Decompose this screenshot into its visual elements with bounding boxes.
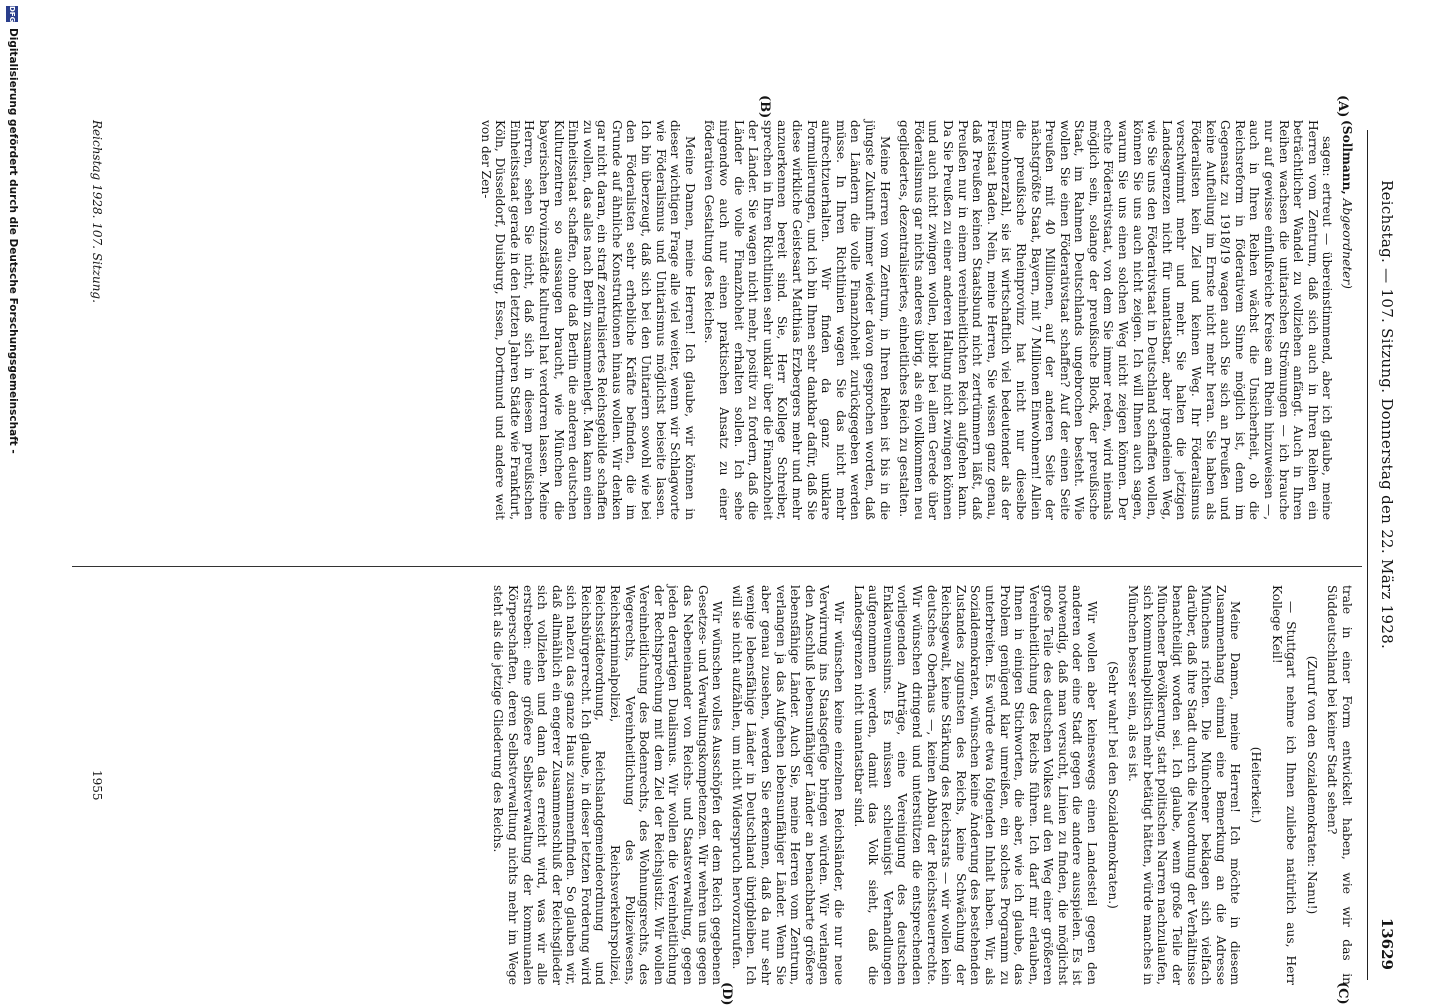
interjection: (Zuruf von den Sozialdemokraten: Nanu!) — [1304, 655, 1319, 915]
interjection: (Sehr wahr! bei den Sozialdemokraten.) — [1105, 661, 1120, 909]
page-number: 13629 — [1378, 917, 1396, 970]
paragraph: Meine Damen, meine Herren! Ich glaube, wir können in dieser wichtigen Frage alle viel weiter, wenn wir Schlagworte wie Föderalismus und Unitarismus möglichst beiseite lassen. Ich bin überzeugt, daß sich bei den Unitariern sowohl wie bei den Föderalisten sehr erhebliche Kräfte befinden, die im Grunde auf ähnliche Konstruktionen hinaus wollen. Wir denken gar nicht daran, ein straff zentralisiertes Reichsgebilde schaffen zu wollen, das alles nach Berlin zusammenlegt. Man kann einen Einheitsstaat schaffen, ohne daß Berlin die anderen deutschen Kulturzentren so aussaugen braucht, wie München die bayerischen Provinzstädte kulturell hat verdorren lassen. Meine Herren, sehen Sie nicht, daß sich in diesem preußischen Einheitsstaat gerade in den letzten Jahren Städte wie Frankfurt, Köln, Düsseldorf, Duisburg, Essen, Dortmund und andere weit von der Zen- — [478, 120, 697, 520]
margin-marker-a: (A) — [1335, 95, 1350, 118]
paragraph: — Stuttgart nehme ich Ihnen zuliebe natürlich aus, Herr Kollege Keil! — [1269, 585, 1299, 985]
dfg-logo-icon: DFG — [8, 6, 16, 23]
margin-marker-b: (B) — [757, 95, 772, 119]
interjection: (Heiterkeit.) — [1249, 746, 1264, 824]
footer-session: Reichstag 1928. 107. Sitzung. — [90, 120, 104, 303]
margin-marker-c: (C) — [1335, 982, 1350, 1005]
paragraph: Wir wünschen keine einzelnen Reichsländer, die nur neue Verwirrung ins Staatsgefüge bringen würden. Wir verlangen den Anschluß lebensunfähiger Länder an benachbarte größere lebensfähige Länder. Auch Sie, meine Herren vom Zentrum, verlangen ja das Aufgehen lebensunfähiger Länder. Wenn Sie aber genau zusehen, werden Sie erkennen, daß da nur sehr wenige lebensfähige Länder in Deutschland übrigbleiben. Ich will sie nicht aufzählen, um nicht Widerspruch hervorzurufen. — [729, 585, 846, 985]
header-title: Reichstag. — 107. Sitzung. Donnerstag den 22. März 1928. — [1378, 180, 1396, 650]
margin-marker-d: (D) — [719, 982, 734, 1006]
page-header — [1372, 120, 1396, 980]
footer-number: 1955 — [90, 770, 104, 801]
paragraph: sagen: ertreut — übereinstimmend, aber ich glaube, meine Herren vom Zentrum, daß sich auch in Ihren Reihen ein beträchtlicher Wandel zu vollziehen anfängt. Auch in Ihren Reihen wachsen die unitarischen Strömungen — ich brauche nur auf gewisse einflußreiche Kreise am Rhein hinzuweisen —, auch in Ihren Reihen wächst die Unsicherheit, ob die Reichsreform in föderativem Sinne möglich ist, denn im Gegensatz zu 1918/19 wagen auch Sie sich an Preußen und keine Aufteilung im Ernste nicht mehr heran. Sie haben als Föderalisten kein Ziel und keinen Weg. Ihr Föderalismus verschwimmt mehr und mehr. Sie halten die jetzigen Landesgrenzen nicht für unantastbar, aber irgendeinen Weg, wie Sie uns den Föderativstaat in Deutschland schaffen wollen, können Sie uns auch nicht zeigen. Ich will Ihnen auch sagen, warum Sie uns einen solchen Weg nicht zeigen können. Der echte Föderativstaat, von dem Sie immer reden, wird niemals möglich sein, solange der preußische Block, der preußische Staat, im Rahmen Deutschlands ungebrochen besteht. Wie wollen Sie einen Föderativstaat schaffen? Auf der einen Seite Preußen mit 40 Millionen, auf der anderen Seite der nächstgrößte Staat, Bayern, mit 7 Millionen Einwohnern! Allein die preußische Rheinprovinz hat nicht nur dieselbe Einwohnerzahl, sie ist wirtschaftlich viel bedeutender als der Freistaat Baden. Nein, meine Herren, Sie wissen ganz genau, daß Preußen keinen Staatsbund nicht zertrümmern läßt, daß Preußen nur in einem vereinheitlichten Reich aufgehen kann. Da Sie Preußen zu einer anderen Haltung nicht zwingen können und auch nicht zwingen wollen, bleibt bei allem Gerede über Föderalismus gar nichts anderes übrig, als ein vollkommen neu gegliedertes, dezentralisiertes, einheitliches Reich zu gestalten. — [897, 120, 1335, 520]
column-divider — [72, 566, 1362, 567]
speaker-name: (Sollmann, — [1340, 120, 1354, 195]
paragraph: Meine Damen, meine Herren! Ich möchte in diesem Zusammenhang einmal eine Bemerkung an die Adresse Münchens richten. Die Münchener beklagen sich vielfach darüber, daß ihre Stadt durch die Neuordnung der Verhältnisse benachteiligt worden sei. Ich glaube, wenn große Teile der Münchener Bevölkerung, statt politischen Narren nachzulaufen, sich kommunalpolitisch mehr betätigt hätten, würde manches in München besser sein, als es ist. — [1126, 585, 1243, 985]
left-column — [473, 120, 1354, 520]
header-rule — [1367, 130, 1368, 980]
digitization-credit — [4, 0, 20, 1000]
speaker-line — [1339, 120, 1354, 520]
speaker-role: Abgeordneter) — [1340, 198, 1354, 289]
paragraph: trale in einer Form entwickelt haben, wie wir das in Süddeutschland bei keiner Stadt sehen? — [1325, 585, 1354, 985]
paragraph: Wir wünschen volles Ausschöpfen der dem Reich gegebenen Gesetzes- und Verwaltungskompetenzen. Wir wehren uns gegen das Nebeneinander von Reichs- und Staatsverwaltung, gegen jeden derartigen Dualismus. Wir wollen die Vereinheitlichung der Rechtsprechung mit dem Ziel der Reichsjustiz. Wir wollen Vereinheitlichung des Bodenrechts, des Wohnungsrechts, des Wegerechts, Vereinheitlichung des Polizeiwesens, Reichskriminalpolizei, Reichsverkehrspolizei, Reichsstädteordnung, Reichslandgemeindeordnung und Reichsbürgerrecht. Ich glaube, in dieser letzten Forderung wird sich nahezu das ganze Haus zusammenfinden. So glauben wir, daß allmählich ein engerer Zusammenschluß der Reichsglieder sich vollziehen und dann das erreicht wird, was wir alle erstreben: eine größere Selbstverwaltung der kommunalen Körperschaften, deren Selbstverwaltung nichts mehr im Wege steht als die jetzige Gliederung des Reichs. — [491, 585, 725, 985]
right-column — [486, 585, 1354, 985]
paragraph: Wir wollen aber keineswegs einen Landesteil gegen den anderen oder eine Stadt gegen die andere ausspielen. Es ist notwendig, daß man versucht, Linien zu finden, die möglichst große Teile des deutschen Volkes auf den Weg einer größeren Vereinheitlichung des Reichs führen. Ich darf mir erlauben, Ihnen in einigen Stichworten, die aber, wie ich glaube, das Problem genügend klar umreißen, ein solches Programm zu unterbreiten. Es würde etwa folgenden Inhalt haben. Wir, als Sozialdemokraten, wünschen keine Änderung des bestehenden Zustandes zugunsten des Reichs, keine Schwächung der Reichsgewalt, keine Stärkung des Reichsrats — wir wollen kein deutsches Oberhaus —, keinen Abbau der Reichssteuerrechte. Wir wünschen dringend und unterstützen die entsprechenden vorliegenden Anträge, eine Vereinigung des deutschen Enklavenunsinns. Es müssen schleunigst Verhandlungen aufgenommen werden, damit das Volk sieht, daß die Landesgrenzen nicht unantastbar sind. — [851, 585, 1100, 985]
paragraph: Meine Herren vom Zentrum, in Ihren Reihen ist bis in die jüngste Zukunft immer wieder davon gesprochen worden, daß den Ländern die volle Finanzhoheit zurückgegeben werden müsse. In Ihren Richtlinien wagen Sie das nicht mehr aufrechtzuerhalten. Wir finden da ganz unklare Formulierungen, und ich bin Ihnen sehr dankbar dafür, daß Sie diese wirkliche Geistesart Matthias Erzbergers mehr und mehr anzuerkennen bereit sind. Sie, Herr Kollege Schreiber, sprechen in Ihren Richtlinien sehr unklar über die Finanzhoheit der Länder. Sie wagen nicht mehr, positiv zu fordern, daß die Länder die volle Finanzhoheit erhalten sollen. Ich sehe nirgendwo auch nur einen praktischen Ansatz zu einer föderativen Gestaltung des Reiches. — [702, 120, 892, 520]
credit-text: Digitalisierung gefördert durch die Deutsche Forschungsgemeinschaft - — [7, 28, 19, 454]
